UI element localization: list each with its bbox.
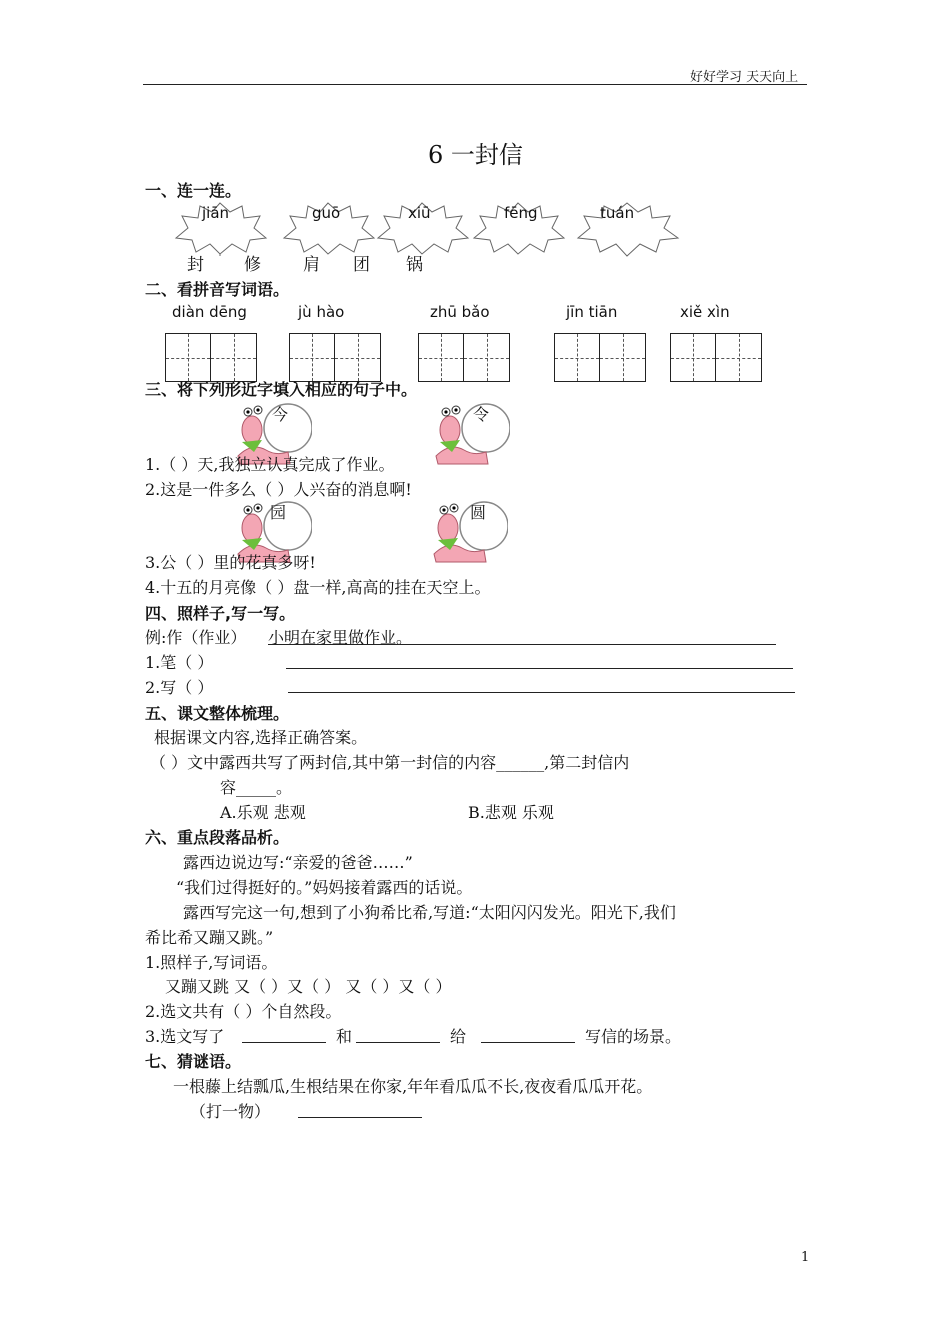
snail-icon [430,398,510,468]
word-pinyin-5: xiě xìn [680,303,730,321]
section-1-heading: 一、连一连。 [145,181,242,200]
word-pinyin-4: jīn tiān [566,303,618,321]
match-char-5: 锅 [406,255,423,275]
imitate-example-prefix: 例:作（作业） [145,628,247,647]
answer-blank-2[interactable] [356,1042,440,1043]
imitate-question-2: 2.写（ ） [145,678,214,697]
answer-line-2[interactable] [288,692,795,693]
section-3-heading: 三、将下列形近字填入相应的句子中。 [145,380,418,399]
match-pinyin-5: tuán [600,204,635,222]
passage-question-3-d: 写信的场景。 [585,1027,682,1046]
similar-char-yuan-garden: 园 [270,503,287,522]
passage-paragraph-2: “我们过得挺好的。”妈妈接着露西的话说。 [176,878,473,897]
writing-grid-3[interactable] [418,333,510,382]
answer-line-1[interactable] [286,668,793,669]
passage-paragraph-1: 露西边说边写:“亲爱的爸爸……” [183,853,413,872]
similar-char-ling: 令 [473,405,490,424]
similar-question-2: 2.这是一件多么（ ）人兴奋的消息啊! [145,480,412,499]
passage-question-3-a: 3.选文写了 [145,1027,225,1046]
match-char-3: 肩 [303,255,320,275]
answer-blank-1[interactable] [242,1042,326,1043]
match-char-2: 修 [244,255,261,275]
similar-char-jin: 今 [272,405,289,424]
writing-grid-4[interactable] [554,333,646,382]
section-6-heading: 六、重点段落品析。 [145,828,290,847]
passage-paragraph-3b: 希比希又蹦又跳。” [145,928,274,947]
match-char-4: 团 [353,255,370,275]
header-motto: 好好学习 天天向上 [690,70,799,85]
word-pinyin-2: jù hào [298,303,345,321]
review-question-line1: （ ）文中露西共写了两封信,其中第一封信的内容______,第二封信内 [150,753,630,772]
similar-question-3: 3.公（ ）里的花真多呀! [145,553,316,572]
similar-question-4: 4.十五的月亮像（ ）盘一样,高高的挂在天空上。 [145,578,491,597]
writing-grid-5[interactable] [670,333,762,382]
riddle-text: 一根藤上结瓢瓜,生根结果在你家,年年看瓜瓜不长,夜夜看瓜瓜开花。 [173,1077,653,1096]
example-underline [268,644,776,645]
header-divider [143,84,807,85]
passage-question-3-c: 给 [450,1027,467,1046]
match-pinyin-2: guō [312,204,341,222]
imitate-question-1: 1.笔（ ） [145,653,214,672]
writing-grid-1[interactable] [165,333,257,382]
snail-icon [428,496,508,566]
section-4-heading: 四、照样子,写一写。 [145,604,296,623]
passage-question-1: 1.照样子,写词语。 [145,953,278,972]
similar-char-yuan-round: 圆 [470,503,487,522]
section-5-heading: 五、课文整体梳理。 [145,704,290,723]
page-title: 6 一封信 [428,141,523,169]
match-pinyin-4: fēng [504,204,538,222]
imitate-example-answer: 小明在家里做作业。 [268,628,413,647]
riddle-hint: （打一物） [190,1102,271,1121]
section-2-heading: 二、看拼音写词语。 [145,280,290,299]
match-pinyin-1: jiān [202,204,230,222]
answer-blank-3[interactable] [481,1042,575,1043]
review-option-b[interactable]: B.悲观 乐观 [468,803,554,822]
review-question-line2: 容_____。 [220,778,293,797]
word-pinyin-1: diàn dēng [172,303,247,321]
passage-question-3-b: 和 [336,1027,353,1046]
match-char-1: 封 [187,255,204,275]
passage-question-1-example: 又蹦又跳 又（ ）又（ ） 又（ ）又（ ） [165,977,452,996]
writing-grid-2[interactable] [289,333,381,382]
page-number: 1 [801,1250,810,1265]
review-option-a[interactable]: A.乐观 悲观 [220,803,306,822]
review-instruction: 根据课文内容,选择正确答案。 [154,728,368,747]
passage-paragraph-3a: 露西写完这一句,想到了小狗希比希,写道:“太阳闪闪发光。阳光下,我们 [183,903,676,922]
riddle-answer-line[interactable] [298,1117,422,1118]
similar-question-1: 1.（ ）天,我独立认真完成了作业。 [145,455,395,474]
passage-question-2: 2.选文共有（ ）个自然段。 [145,1002,342,1021]
word-pinyin-3: zhū bǎo [430,303,490,321]
match-pinyin-3: xiū [408,204,431,222]
section-7-heading: 七、猜谜语。 [145,1052,242,1071]
